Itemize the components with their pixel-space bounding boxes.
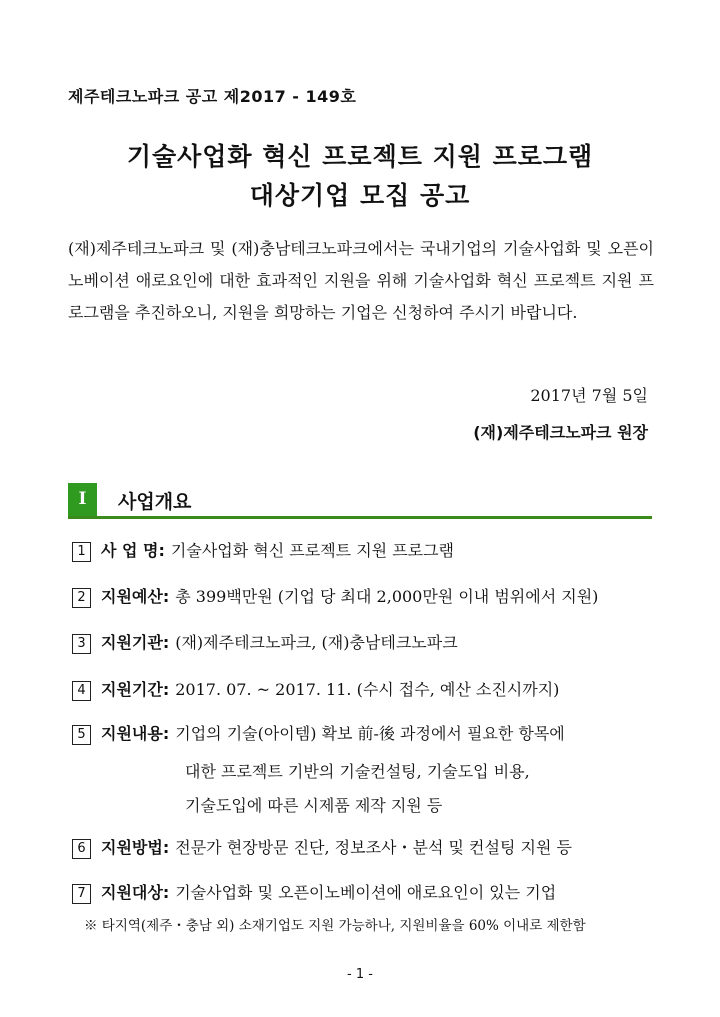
item-label: 지원내용: xyxy=(101,724,170,743)
item-number-box: 2 xyxy=(72,588,91,608)
item-number-box: 1 xyxy=(72,542,91,562)
item-value: 기술사업화 및 오픈이노베이션에 애로요인이 있는 기업 xyxy=(175,883,557,902)
title-line-1: 기술사업화 혁신 프로젝트 지원 프로그램 xyxy=(126,142,594,171)
item-number-box: 5 xyxy=(72,725,91,745)
item-label: 지원방법: xyxy=(101,838,170,857)
item-target xyxy=(72,880,556,904)
item-value: 기술사업화 혁신 프로젝트 지원 프로그램 xyxy=(170,541,455,560)
item-method xyxy=(72,835,572,859)
item-label: 지원기간: xyxy=(101,680,170,699)
item-value: 총 399백만원 (기업 당 최대 2,000만원 이내 범위에서 지원) xyxy=(175,587,599,606)
issuer: (재)제주테크노파크 원장 xyxy=(473,423,648,442)
page-number: - 1 - xyxy=(347,967,373,982)
section-title: 사업개요 xyxy=(118,491,192,513)
item-label: 지원대상: xyxy=(101,883,170,902)
item-number-box: 6 xyxy=(72,839,91,859)
notice-date: 2017년 7월 5일 xyxy=(530,386,648,405)
section-number-badge: I xyxy=(68,483,97,516)
item-value: 기업의 기술(아이템) 확보 前-後 과정에서 필요한 항목에 xyxy=(175,724,565,743)
item-value: 전문가 현장방문 진단, 정보조사・분석 및 컨설팅 지원 등 xyxy=(175,838,572,857)
item-content xyxy=(72,721,565,745)
section-divider xyxy=(68,516,652,519)
section-header xyxy=(68,483,652,519)
item-period xyxy=(72,677,559,701)
note: ※ 타지역(제주・충남 외) 소재기업도 지원 가능하나, 지원비율을 60% 이내로 제한함 xyxy=(84,918,586,934)
item-value-continued: 기술도입에 따른 시제품 제작 지원 등 xyxy=(185,796,443,815)
intro-paragraph xyxy=(68,233,654,329)
notice-number: 제주테크노파크 공고 제2017 - 149호 xyxy=(68,87,357,106)
item-value: 2017. 07. ~ 2017. 11. (수시 접수, 예산 소진시까지) xyxy=(175,680,560,699)
item-budget xyxy=(72,584,598,608)
item-label: 지원기관: xyxy=(101,633,170,652)
intro-text: (재)제주테크노파크 및 (재)충남테크노파크에서는 국내기업의 기술사업화 및 오픈이노베이션 애로요인에 대한 효과적인 지원을 위해 기술사업화 혁신 프로젝트 지원 프로그램을 추진하오니, 지원을 희망하는 기업은 신청하여 주시기 바랍니다. xyxy=(68,239,654,322)
item-number-box: 3 xyxy=(72,634,91,654)
item-value: (재)제주테크노파크, (재)충남테크노파크 xyxy=(175,633,458,652)
item-number-box: 4 xyxy=(72,681,91,701)
title-line-2: 대상기업 모집 공고 xyxy=(249,181,471,210)
item-number-box: 7 xyxy=(72,884,91,904)
item-label: 사 업 명: xyxy=(101,541,165,560)
item-agency xyxy=(72,630,458,654)
item-project-name xyxy=(72,538,454,562)
item-value-continued: 대한 프로젝트 기반의 기술컨설팅, 기술도입 비용, xyxy=(185,762,530,781)
item-label: 지원예산: xyxy=(101,587,170,606)
